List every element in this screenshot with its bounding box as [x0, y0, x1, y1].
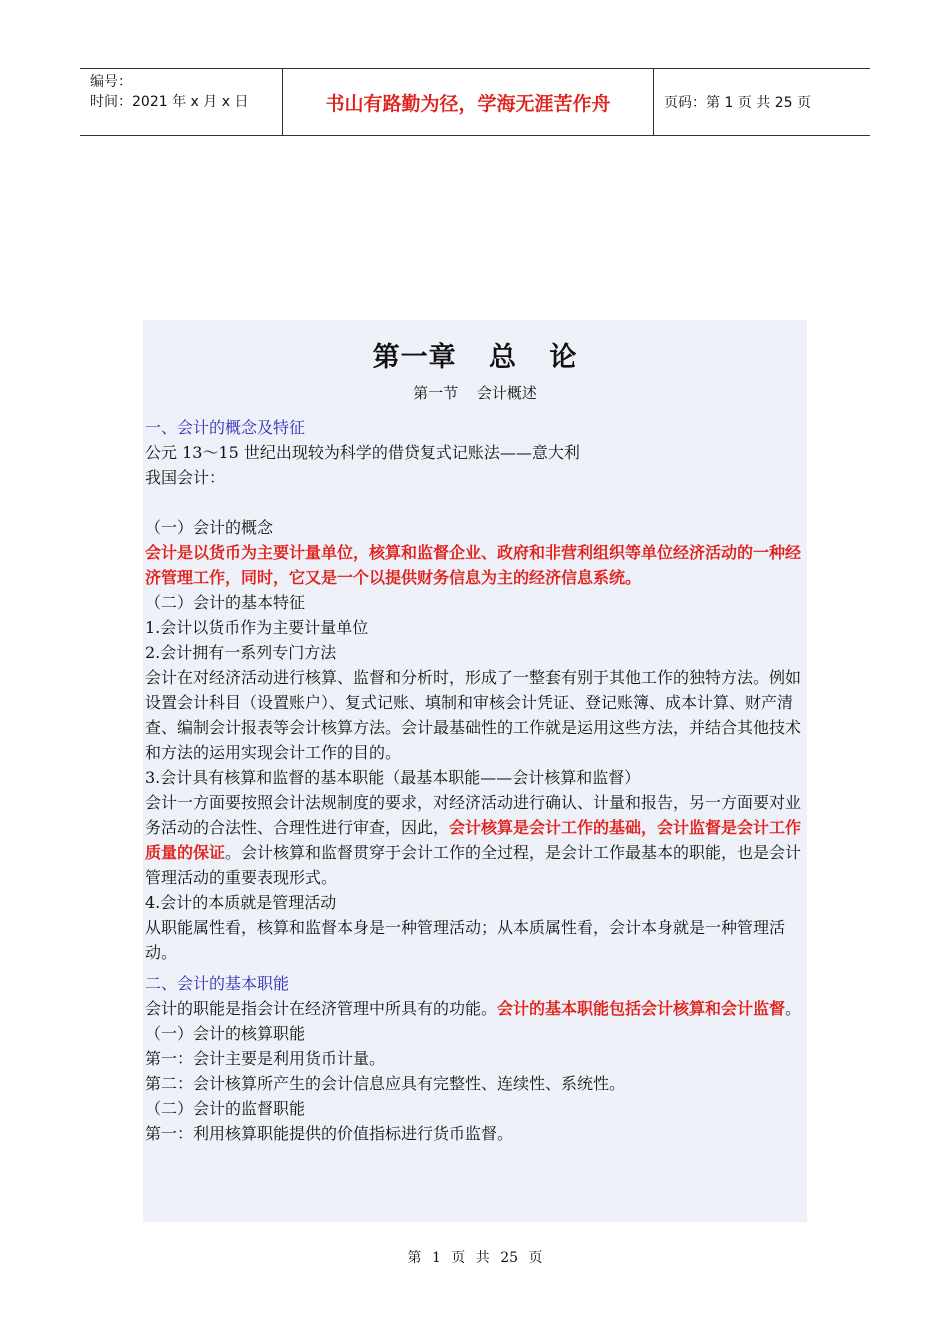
paragraph: 会计在对经济活动进行核算、监督和分析时，形成了一整套有别于其他工作的独特方法。例如设置会计科目（设置账户）、复式记账、填制和审核会计凭证、登记账簿、成本计算、财产清查、编制会计报表等会计核算方法。会计最基础性的工作就是运用这些方法，并结合其他技术和方法的运用实现会计工作的目的。: [145, 668, 802, 762]
header-meta: [80, 69, 282, 135]
paragraph: 第一：会计主要是利用货币计量。: [145, 1049, 386, 1068]
document-header: [80, 68, 870, 136]
paragraph: 从职能属性看，核算和监督本身是一种管理活动；从本质属性看，会计本身就是一种管理活动。: [145, 918, 786, 962]
paragraph: [145, 790, 805, 890]
header-motto: 书山有路勤为径，学海无涯苦作舟: [282, 69, 654, 135]
paragraph: 第一：利用核算职能提供的价值指标进行货币监督。: [145, 1124, 514, 1143]
subheading: （二）会计的监督职能: [145, 1099, 306, 1118]
document-body: [145, 415, 805, 1146]
subheading: （二）会计的基本特征: [145, 593, 306, 612]
subheading: （一）会计的核算职能: [145, 1024, 306, 1043]
document-content: [143, 320, 807, 1222]
text-run: 会计一方面要按照会计法规制度的要求，对经济活动进行确认、计量和报告，另一方面要对业务活动的合法性、合理性进行审查，因此，: [145, 793, 802, 837]
subheading: （一）会计的概念: [145, 518, 274, 537]
number-label: 编号：: [90, 74, 132, 90]
header-page-info: 页码：第 1 页 共 25 页: [664, 95, 811, 111]
paragraph: 我国会计：: [145, 468, 226, 487]
chapter-title: 第一章 总 论: [372, 342, 578, 373]
text-run: 。会计核算和监督贯穿于会计工作的全过程，是会计工作最基本的职能，也是会计管理活动的重要表现形式。: [145, 843, 802, 887]
definition-highlight: 会计是以货币为主要计量单位，核算和监督企业、政府和非营利组织等单位经济活动的一种经济管理工作，同时，它又是一个以提供财务信息为主的经济信息系统。: [145, 543, 802, 587]
list-item: 1.会计以货币作为主要计量单位: [145, 618, 369, 637]
heading-concept: 一、会计的概念及特征: [145, 418, 306, 437]
paragraph: 公元 13～15 世纪出现较为科学的借贷复式记账法——意大利: [145, 443, 580, 462]
list-item: 3.会计具有核算和监督的基本职能（最基本职能——会计核算和监督）: [145, 768, 641, 787]
list-item: 4.会计的本质就是管理活动: [145, 893, 337, 912]
paragraph: [145, 996, 805, 1021]
paragraph: 第二：会计核算所产生的会计信息应具有完整性、连续性、系统性。: [145, 1074, 626, 1093]
text-highlight: 会计核算是会计工作的基础，会计监督是会计工作质量的保证: [145, 818, 802, 862]
section-title: 第一节 会计概述: [413, 384, 537, 402]
page-footer: 第 1 页 共 25 页: [407, 1250, 543, 1266]
text-highlight: 会计的基本职能包括会计核算和会计监督: [497, 999, 786, 1018]
list-item: 2.会计拥有一系列专门方法: [145, 643, 337, 662]
text-run: 。: [785, 999, 802, 1018]
heading-functions: 二、会计的基本职能: [145, 974, 290, 993]
time-label: 时间：2021 年 x 月 x 日: [90, 94, 249, 110]
text-run: 会计的职能是指会计在经济管理中所具有的功能。: [145, 999, 498, 1018]
